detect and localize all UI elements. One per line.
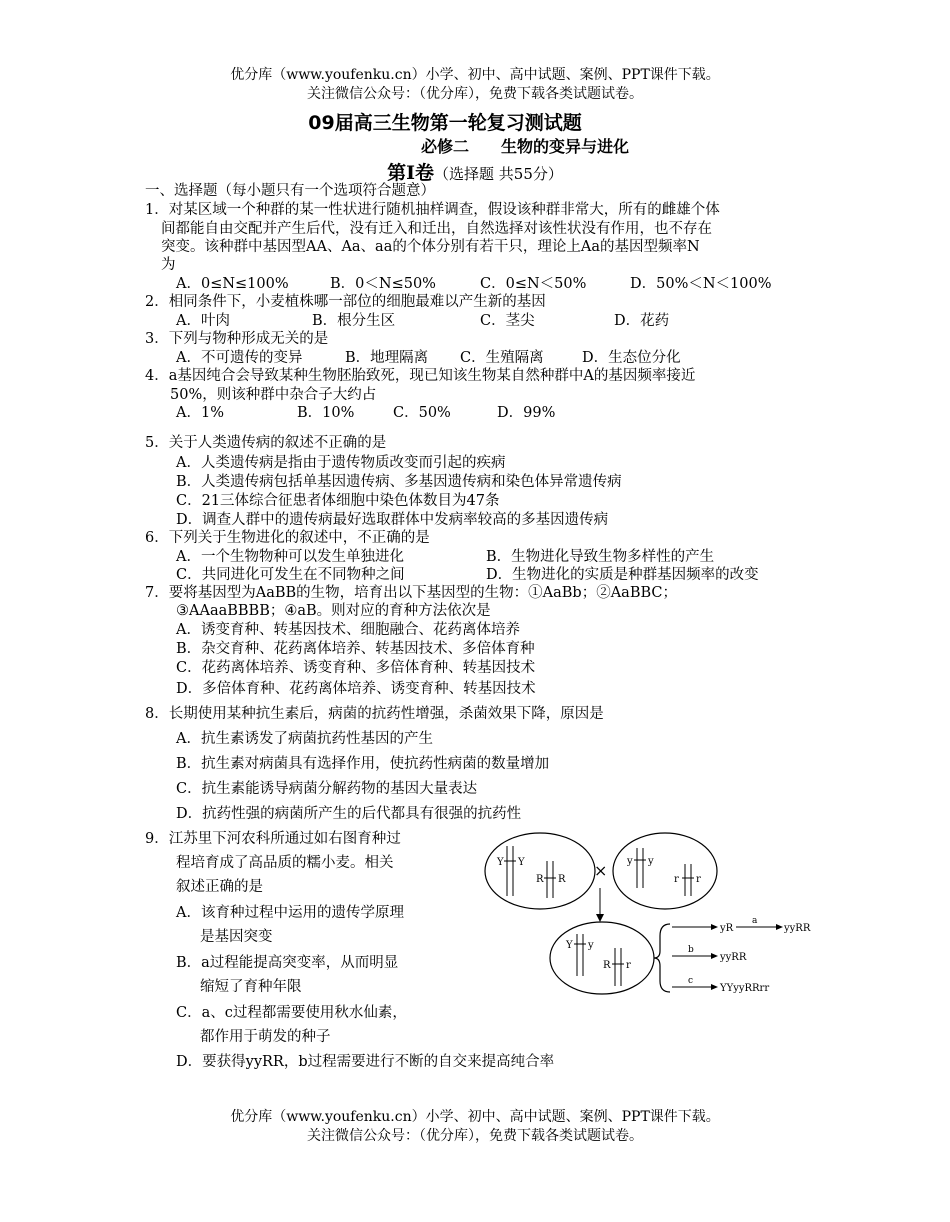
- footer-line-1: 优分库（www.youfenku.cn）小学、初中、高中试题、案例、PPT课件下载。: [230, 1109, 720, 1125]
- parent1-cell: [485, 833, 595, 909]
- q4-option-c: C．50%: [393, 405, 451, 421]
- q1-option-b: B．0＜N≤50%: [330, 276, 436, 292]
- q7-option-d: D．多倍体育种、花药离体培养、诱变育种、转基因技术: [176, 681, 536, 697]
- q9-option-b2: 缩短了育种年限: [200, 979, 302, 995]
- q1-option-c: C．0≤N＜50%: [480, 276, 587, 292]
- q1-line1: 1．对某区域一个种群的某一性状进行随机抽样调查，假设该种群非常大，所有的雌雄个体: [145, 202, 720, 218]
- q8-option-d: D．抗药性强的病菌所产生的后代都具有很强的抗药性: [176, 806, 522, 822]
- f1-gene-y-left: Y: [566, 940, 573, 951]
- p2-gene-y-right: y: [648, 856, 654, 867]
- q9-option-c1: C．a、c过程都需要使用秋水仙素，: [176, 1005, 407, 1021]
- branch-brace: [654, 924, 670, 992]
- q4-line1: 4．a基因纯合会导致某种生物胚胎致死，现已知该生物某自然种群中A的基因频率接近: [145, 368, 696, 384]
- q9-option-c2: 都作用于萌发的种子: [200, 1029, 331, 1045]
- q2-option-b: B．根分生区: [312, 313, 396, 329]
- q6-option-c: C．共同进化可发生在不同物种之间: [176, 567, 405, 583]
- q9-line2: 程培育成了高品质的糯小麦。相关: [176, 855, 394, 871]
- q4-option-d: D．99%: [497, 405, 556, 421]
- q1-line2: 间都能自由交配并产生后代，没有迁入和迁出，自然选择对该性状没有作用，也不存在: [161, 221, 712, 237]
- q2-line1: 2．相同条件下，小麦植株哪一部位的细胞最难以产生新的基因: [145, 294, 546, 310]
- f1-gene-r-left: R: [603, 960, 611, 971]
- q6-option-a: A．一个生物物种可以发生单独进化: [176, 549, 404, 565]
- label-b: b: [688, 945, 694, 955]
- branch2-end: yyRR: [720, 952, 747, 963]
- header-line-1: 优分库（www.youfenku.cn）小学、初中、高中试题、案例、PPT课件下载。: [230, 67, 720, 83]
- q6-option-d: D．生物进化的实质是种群基因频率的改变: [486, 567, 759, 583]
- p2-gene-y-left: y: [627, 856, 633, 867]
- q8-option-b: B．抗生素对病菌具有选择作用，使抗药性病菌的数量增加: [176, 756, 550, 772]
- header-line-2: 关注微信公众号：（优分库），免费下载各类试题试卷。: [307, 86, 643, 102]
- q3-option-c: C．生殖隔离: [460, 350, 544, 366]
- q9-option-d: D．要获得yyRR，b过程需要进行不断的自交来提高纯合率: [176, 1054, 555, 1070]
- q2-option-a: A．叶肉: [176, 313, 230, 329]
- q9-line3: 叙述正确的是: [176, 879, 263, 895]
- q5-option-d: D．调查人群中的遗传病最好选取群体中发病率较高的多基因遗传病: [176, 512, 609, 528]
- f1-gene-y-right: y: [588, 940, 594, 951]
- branch2-arrow-head: [711, 953, 718, 959]
- q3-line1: 3．下列与物种形成无关的是: [145, 331, 329, 347]
- q8-line1: 8．长期使用某种抗生素后，病菌的抗药性增强，杀菌效果下降，原因是: [145, 706, 604, 722]
- breeding-diagram: [480, 826, 825, 998]
- q5-line1: 5．关于人类遗传病的叙述不正确的是: [145, 435, 387, 451]
- cross-symbol: ×: [594, 861, 608, 880]
- branch3-arrow-head: [711, 984, 718, 990]
- q6-line1: 6．下列关于生物进化的叙述中，不正确的是: [145, 530, 430, 546]
- q9-option-b1: B．a过程能提高突变率，从而明显: [176, 955, 399, 971]
- instructions: 一、选择题（每小题只有一个选项符合题意）: [145, 183, 435, 199]
- q4-option-b: B．10%: [297, 405, 355, 421]
- q4-line2: 50%，则该种群中杂合子大约占: [170, 387, 377, 403]
- label-c: c: [688, 976, 694, 986]
- q1-line3: 突变。该种群中基因型AA、Aa、aa的个体分别有若干只，理论上Aa的基因型频率N: [161, 239, 700, 255]
- branch1-arrow-head: [711, 924, 718, 930]
- q1-option-a: A．0≤N≤100%: [176, 276, 289, 292]
- q7-line1: 7．要将基因型为AaBB的生物，培育出以下基因型的生物：①AaBb；②AaBBC；: [145, 585, 677, 601]
- q6-option-b: B．生物进化导致生物多样性的产生: [486, 549, 715, 565]
- branch1-mid: yR: [720, 923, 734, 934]
- q1-option-d: D．50%＜N＜100%: [630, 276, 772, 292]
- q3-option-d: D．生态位分化: [582, 350, 681, 366]
- p1-gene-y-right: Y: [518, 857, 525, 868]
- arrow-down-head: [596, 914, 604, 922]
- q5-option-c: C．21三体综合征患者体细胞中染色体数目为47条: [176, 493, 500, 509]
- branch1-end: yyRR: [784, 923, 811, 934]
- q9-option-a1: A．该育种过程中运用的遗传学原理: [176, 905, 404, 921]
- p1-gene-r-right: R: [558, 874, 566, 885]
- parent2-cell: [613, 833, 717, 909]
- p2-gene-r-right: r: [696, 874, 701, 885]
- f1-cell: [550, 922, 654, 994]
- q4-option-a: A．1%: [176, 405, 224, 421]
- p2-gene-r-left: r: [674, 874, 679, 885]
- q8-option-c: C．抗生素能诱导病菌分解药物的基因大量表达: [176, 781, 478, 797]
- f1-gene-r-right: r: [626, 960, 631, 971]
- q9-option-a2: 是基因突变: [200, 929, 273, 945]
- q7-option-b: B．杂交育种、花药离体培养、转基因技术、多倍体育种: [176, 641, 535, 657]
- section-note: （选择题 共55分）: [434, 165, 563, 183]
- q7-line2: ③AAaaBBBB；④aB。则对应的育种方法依次是: [176, 603, 491, 619]
- q1-line4: 为: [161, 257, 176, 273]
- q5-option-a: A．人类遗传病是指由于遗传物质改变而引起的疾病: [176, 455, 506, 471]
- p1-gene-r-left: R: [536, 874, 544, 885]
- section-heading: [0, 158, 950, 185]
- q8-option-a: A．抗生素诱发了病菌抗药性基因的产生: [176, 731, 433, 747]
- q2-option-c: C．茎尖: [480, 313, 535, 329]
- q7-option-a: A．诱变育种、转基因技术、细胞融合、花药离体培养: [176, 622, 520, 638]
- q2-option-d: D．花药: [614, 313, 670, 329]
- q3-option-b: B．地理隔离: [345, 350, 429, 366]
- branch1-arrow2-head: [776, 924, 783, 930]
- branch3-end: YYyyRRrr: [720, 983, 770, 994]
- exam-subtitle: 必修二 生物的变异与进化: [420, 137, 629, 156]
- p1-gene-y-left: Y: [497, 857, 504, 868]
- q9-line1: 9．江苏里下河农科所通过如右图育种过: [145, 831, 401, 847]
- label-a: a: [752, 916, 758, 926]
- footer-line-2: 关注微信公众号：（优分库），免费下载各类试题试卷。: [307, 1128, 643, 1144]
- section-main: 第Ⅰ卷: [387, 162, 435, 184]
- q5-option-b: B．人类遗传病包括单基因遗传病、多基因遗传病和染色体异常遗传病: [176, 474, 622, 490]
- q3-option-a: A．不可遗传的变异: [176, 350, 303, 366]
- exam-title: 09届高三生物第一轮复习测试题: [308, 112, 582, 134]
- q7-option-c: C．花药离体培养、诱变育种、多倍体育种、转基因技术: [176, 660, 536, 676]
